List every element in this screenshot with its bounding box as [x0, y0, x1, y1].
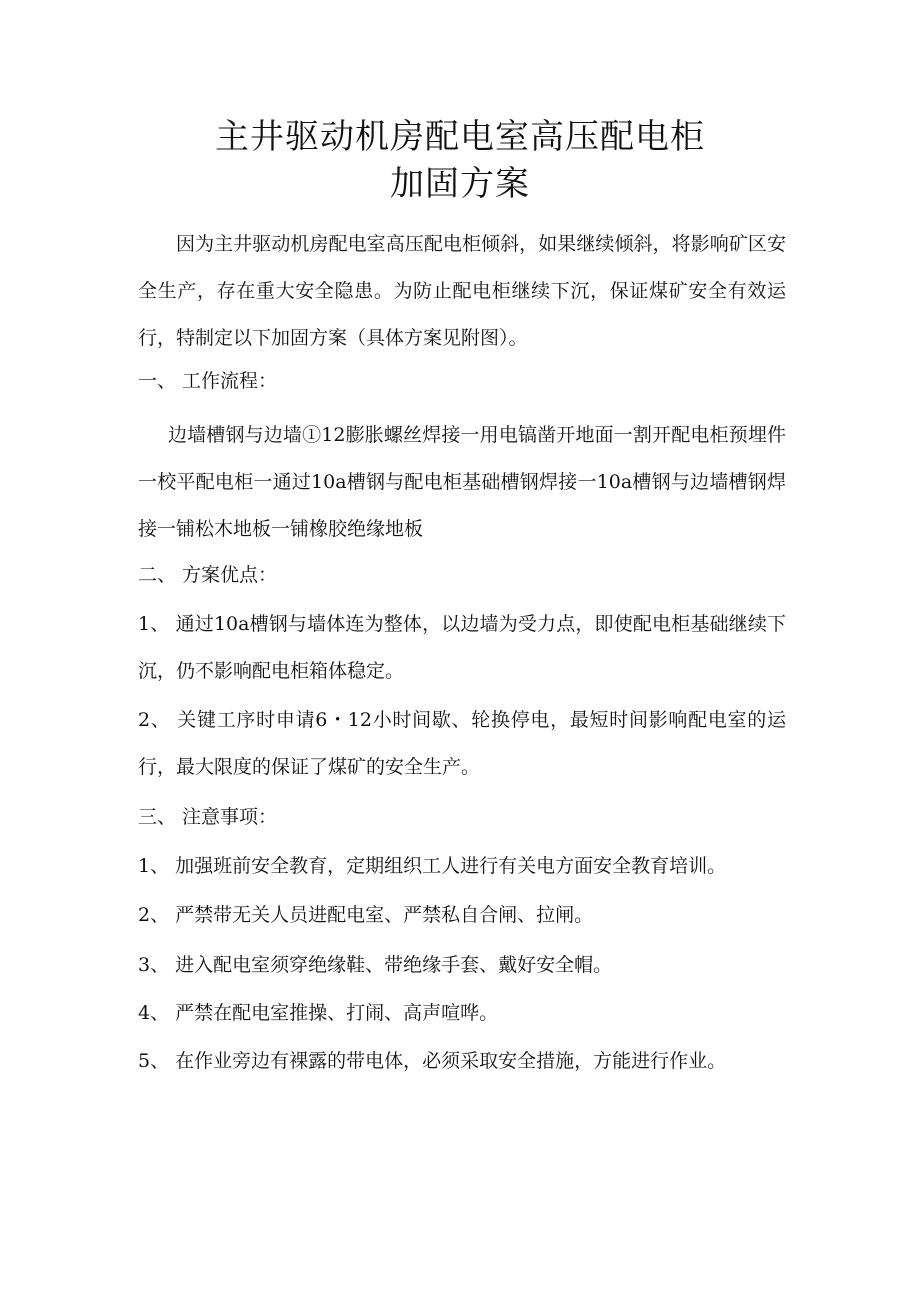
document-title-line-2: 加固方案 — [390, 164, 530, 204]
document-title-line-1: 主井驱动机房配电室高压配电柜 — [215, 117, 705, 157]
section-2-heading: 二、 方案优点： — [138, 564, 278, 586]
section-2-item-2: 2、 关键工序时申请6・12小时间歇、轮换停电，最短时间影响配电室的运行，最大限度的保证了煤矿的安全生产。 — [138, 709, 786, 778]
section-3-item-2: 2、 严禁带无关人员进配电室、严禁私自合闸、拉闸。 — [138, 904, 594, 926]
section-1-workflow-text: 边墙槽钢与边墙①12膨胀螺丝焊接一用电镐凿开地面一割开配电柜预埋件一校平配电柜一通过10a槽钢与配电柜基础槽钢焊接一10a槽钢与边墙槽钢焊接一铺松木地板一铺橡胶绝缘地板 — [138, 424, 786, 540]
intro-paragraph: 因为主井驱动机房配电室高压配电柜倾斜，如果继续倾斜，将影响矿区安全生产，存在重大安全隐患。为防止配电柜继续下沉，保证煤矿安全有效运行，特制定以下加固方案（具体方案见附图）。 — [138, 233, 786, 349]
section-3-item-4: 4、 严禁在配电室推操、打闹、高声喧哗。 — [138, 1002, 499, 1024]
section-3-item-5: 5、 在作业旁边有裸露的带电体，必须采取安全措施，方能进行作业。 — [138, 1050, 727, 1072]
section-3-heading: 三、 注意事项： — [138, 806, 278, 828]
section-2-item-1: 1、 通过10a槽钢与墙体连为整体，以边墙为受力点，即使配电柜基础继续下沉，仍不影响配电柜箱体稳定。 — [138, 613, 786, 682]
section-1-heading: 一、 工作流程： — [138, 370, 278, 392]
section-3-item-3: 3、 进入配电室须穿绝缘鞋、带绝缘手套、戴好安全帽。 — [138, 954, 613, 976]
section-3-item-1: 1、 加强班前安全教育，定期组织工人进行有关电方面安全教育培训。 — [138, 855, 727, 877]
